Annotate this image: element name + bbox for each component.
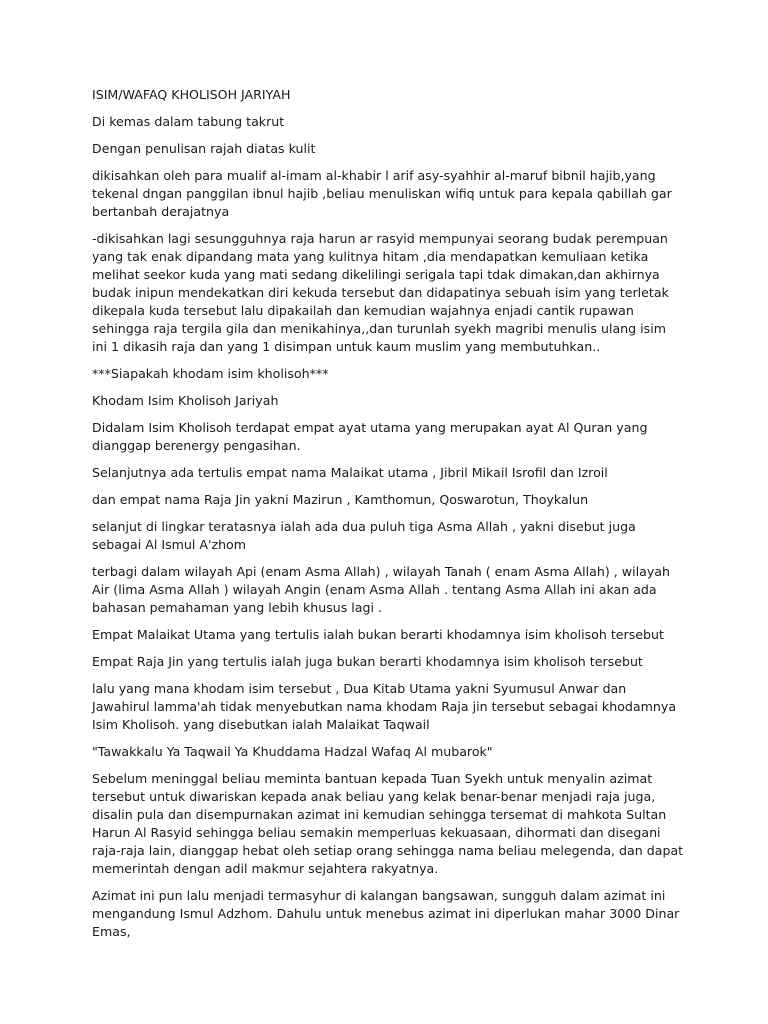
section-heading: ***Siapakah khodam isim kholisoh*** (92, 366, 329, 381)
paragraph: lalu yang mana khodam isim tersebut , Dua Kitab Utama yakni Syumusul Anwar dan Jawahirul lamma'ah tidak menyebutkan nama khodam Raja jin tersebut sebagai khodamnya Isim Kholisoh. yang disebutkan ialah Malaikat Taqwail (92, 681, 677, 732)
quote-paragraph: "Tawakkalu Ya Taqwail Ya Khuddama Hadzal Wafaq Al mubarok" (92, 744, 493, 759)
paragraph: Sebelum meninggal beliau meminta bantuan kepada Tuan Syekh untuk menyalin azimat tersebut untuk diwariskan kepada anak beliau yang kelak benar-benar menjadi raja juga, disalin pula dan disempurnakan azimat ini kemudian sehingga tersemat di mahkota Sultan Harun Al Rasyid sehingga beliau semakin memperluas kekuasaan, dihormati dan disegani raja-raja lain, dianggap hebat oleh setiap orang sehingga nama beliau melegenda, dan dapat memerintah dengan adil makmur sejahtera rakyatnya. (92, 771, 684, 876)
paragraph: Dengan penulisan rajah diatas kulit (92, 141, 316, 156)
paragraph: terbagi dalam wilayah Api (enam Asma Allah) , wilayah Tanah ( enam Asma Allah) , wilayah Air (lima Asma Allah ) wilayah Angin (enam Asma Allah . tentang Asma Allah ini akan ada bahasan pemahaman yang lebih khusus lagi . (92, 564, 670, 615)
paragraph: Selanjutnya ada tertulis empat nama Malaikat utama , Jibril Mikail Isrofil dan Izroil (92, 465, 608, 480)
paragraph: Empat Malaikat Utama yang tertulis ialah bukan berarti khodamnya isim kholisoh tersebut (92, 627, 664, 642)
paragraph: Didalam Isim Kholisoh terdapat empat ayat utama yang merupakan ayat Al Quran yang dianggap berenergy pengasihan. (92, 420, 648, 453)
document-title: ISIM/WAFAQ KHOLISOH JARIYAH (92, 87, 291, 102)
paragraph: Di kemas dalam tabung takrut (92, 114, 285, 129)
paragraph: Azimat ini pun lalu menjadi termasyhur di kalangan bangsawan, sungguh dalam azimat ini mengandung Ismul Adzhom. Dahulu untuk menebus azimat ini diperlukan mahar 3000 Dinar Emas, (92, 888, 680, 939)
paragraph: -dikisahkan lagi sesungguhnya raja harun ar rasyid mempunyai seorang budak perempuan yang tak enak dipandang mata yang kulitnya hitam ,dia mendapatkan kemuliaan ketika melihat seekor kuda yang mati sedang dikelilingi serigala tapi tdak dimakan,dan akhirnya budak inipun mendekatkan diri kekuda tersebut dan didapatinya sebuah isim yang terletak dikepala kuda tersebut lalu dipakailah dan kemudian wajahnya enjadi cantik rupawan sehingga raja tergila gila dan menikahinya,,dan turunlah syekh magribi menulis ulang isim ini 1 dikasih raja dan yang 1 disimpan untuk kaum muslim yang membutuhkan.. (92, 231, 669, 354)
document-body (92, 86, 684, 950)
paragraph: selanjut di lingkar teratasnya ialah ada dua puluh tiga Asma Allah , yakni disebut juga sebagai Al Ismul A'zhom (92, 519, 636, 552)
paragraph: dikisahkan oleh para mualif al-imam al-khabir l arif asy-syahhir al-maruf bibnil hajib,yang tekenal dngan panggilan ibnul hajib ,beliau menuliskan wifiq untuk para kepala qabillah gar bertanbah derajatnya (92, 168, 672, 219)
paragraph: Empat Raja Jin yang tertulis ialah juga bukan berarti khodamnya isim kholisoh tersebut (92, 654, 643, 669)
section-subheading: Khodam Isim Kholisoh Jariyah (92, 393, 279, 408)
paragraph: dan empat nama Raja Jin yakni Mazirun , Kamthomun, Qoswarotun, Thoykalun (92, 492, 589, 507)
